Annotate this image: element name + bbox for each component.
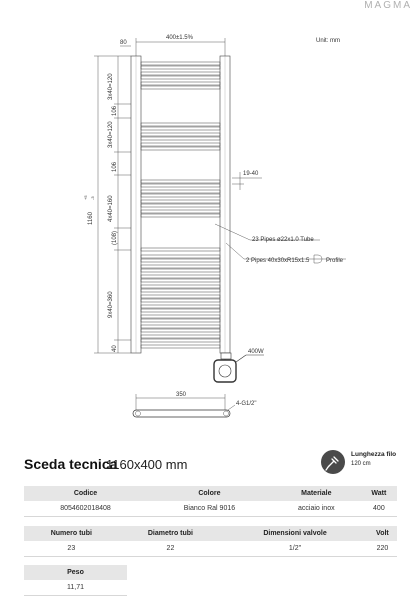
tube [141,76,220,79]
tube [141,325,220,328]
table-header: Watt [361,486,397,501]
heater-power-label: 400W [248,349,264,355]
tube [141,66,220,69]
table-cell: 23 [24,541,119,557]
tube [141,329,220,332]
segment-label-3: 3x40=120 [108,121,114,148]
page-title: Sceda tecnica [24,456,118,472]
table-cell: 220 [368,541,397,557]
tube [141,72,220,75]
tube [141,309,220,312]
page-subtitle: 1160x400 mm [106,457,188,472]
bottom-view-bar [133,410,230,417]
table-cell: acciaio inox [272,501,361,517]
cable-length-label: Lunghezza filo [351,451,397,458]
height-tolerance-top: +5 [83,195,88,200]
table-header: Numero tubi [24,526,119,541]
tube [141,204,220,207]
tube [141,339,220,342]
tube [141,305,220,308]
table-header: Materiale [272,486,361,501]
tube [141,289,220,292]
heater-control-box [214,360,236,382]
segment-label-6: (108) [112,230,118,245]
spec-table-2 [24,526,397,557]
tube [141,275,220,278]
table-cell: 11,71 [24,580,127,596]
table-cell: Bianco Ral 9016 [147,501,272,517]
tube-note: 23 Pipes ø22x1.0 Tube [252,237,314,243]
tube [141,299,220,302]
profile-note-suffix: Profile [326,258,344,264]
table-header: Diametro tubi [119,526,223,541]
unit-label: Unit: mm [316,38,340,44]
table-header: Volt [368,526,397,541]
segment-label-1: 3x40=120 [108,73,114,100]
tube [141,62,220,65]
tube [141,210,220,213]
tube [141,200,220,203]
segment-label-7: 9x40=360 [108,291,114,318]
profile-note: 2 Pipes 40x30xR15x1.5 [246,258,310,264]
width-dimension: 400±1.5% [166,35,193,41]
tube [141,143,220,146]
tube [141,184,220,187]
height-dimension: 1160 [88,212,94,225]
bottom-width-dimension: 350 [176,392,187,398]
tube [141,269,220,272]
spec-table-1 [24,486,397,517]
brand-logo: MAGMA [364,0,412,11]
tube [141,180,220,183]
spec-table-3 [24,565,127,596]
tube [141,123,220,126]
table-cell: 400 [361,501,397,517]
tube [141,335,220,338]
table-cell: 8054602018408 [24,501,147,517]
cable-length-value: 120 cm [351,461,371,467]
table-header: Peso [24,565,127,580]
tube [141,190,220,193]
table-cell: 22 [119,541,223,557]
profile-tube [141,345,220,348]
tube [141,127,220,130]
tube [141,315,220,318]
tube [141,285,220,288]
tube [141,82,220,85]
tube [141,319,220,322]
tube [141,259,220,262]
table-header: Codice [24,486,147,501]
tube [141,265,220,268]
segment-label-2: 106 [112,105,118,116]
profile-tube [141,248,220,251]
gap-dimension: 19-40 [243,171,259,177]
cable-plug-icon [321,450,345,474]
tube [141,295,220,298]
segment-label-5: 4x40=160 [108,195,114,222]
offset-dimension: 80 [120,40,127,46]
tube [141,279,220,282]
segment-label-4: 106 [112,161,118,172]
tube [141,194,220,197]
tube [141,133,220,136]
table-cell: 1/2" [222,541,368,557]
height-tolerance-bottom: -3 [90,196,95,200]
tube [141,137,220,140]
connection-label: 4-G1/2" [236,401,257,407]
table-header: Colore [147,486,272,501]
heater-connector [221,353,231,359]
table-header: Dimensioni valvole [222,526,368,541]
tube [141,86,220,89]
tube-group [141,62,220,348]
tube [141,147,220,150]
tube [141,214,220,217]
segment-label-8: 40 [112,345,118,352]
tube [141,255,220,258]
